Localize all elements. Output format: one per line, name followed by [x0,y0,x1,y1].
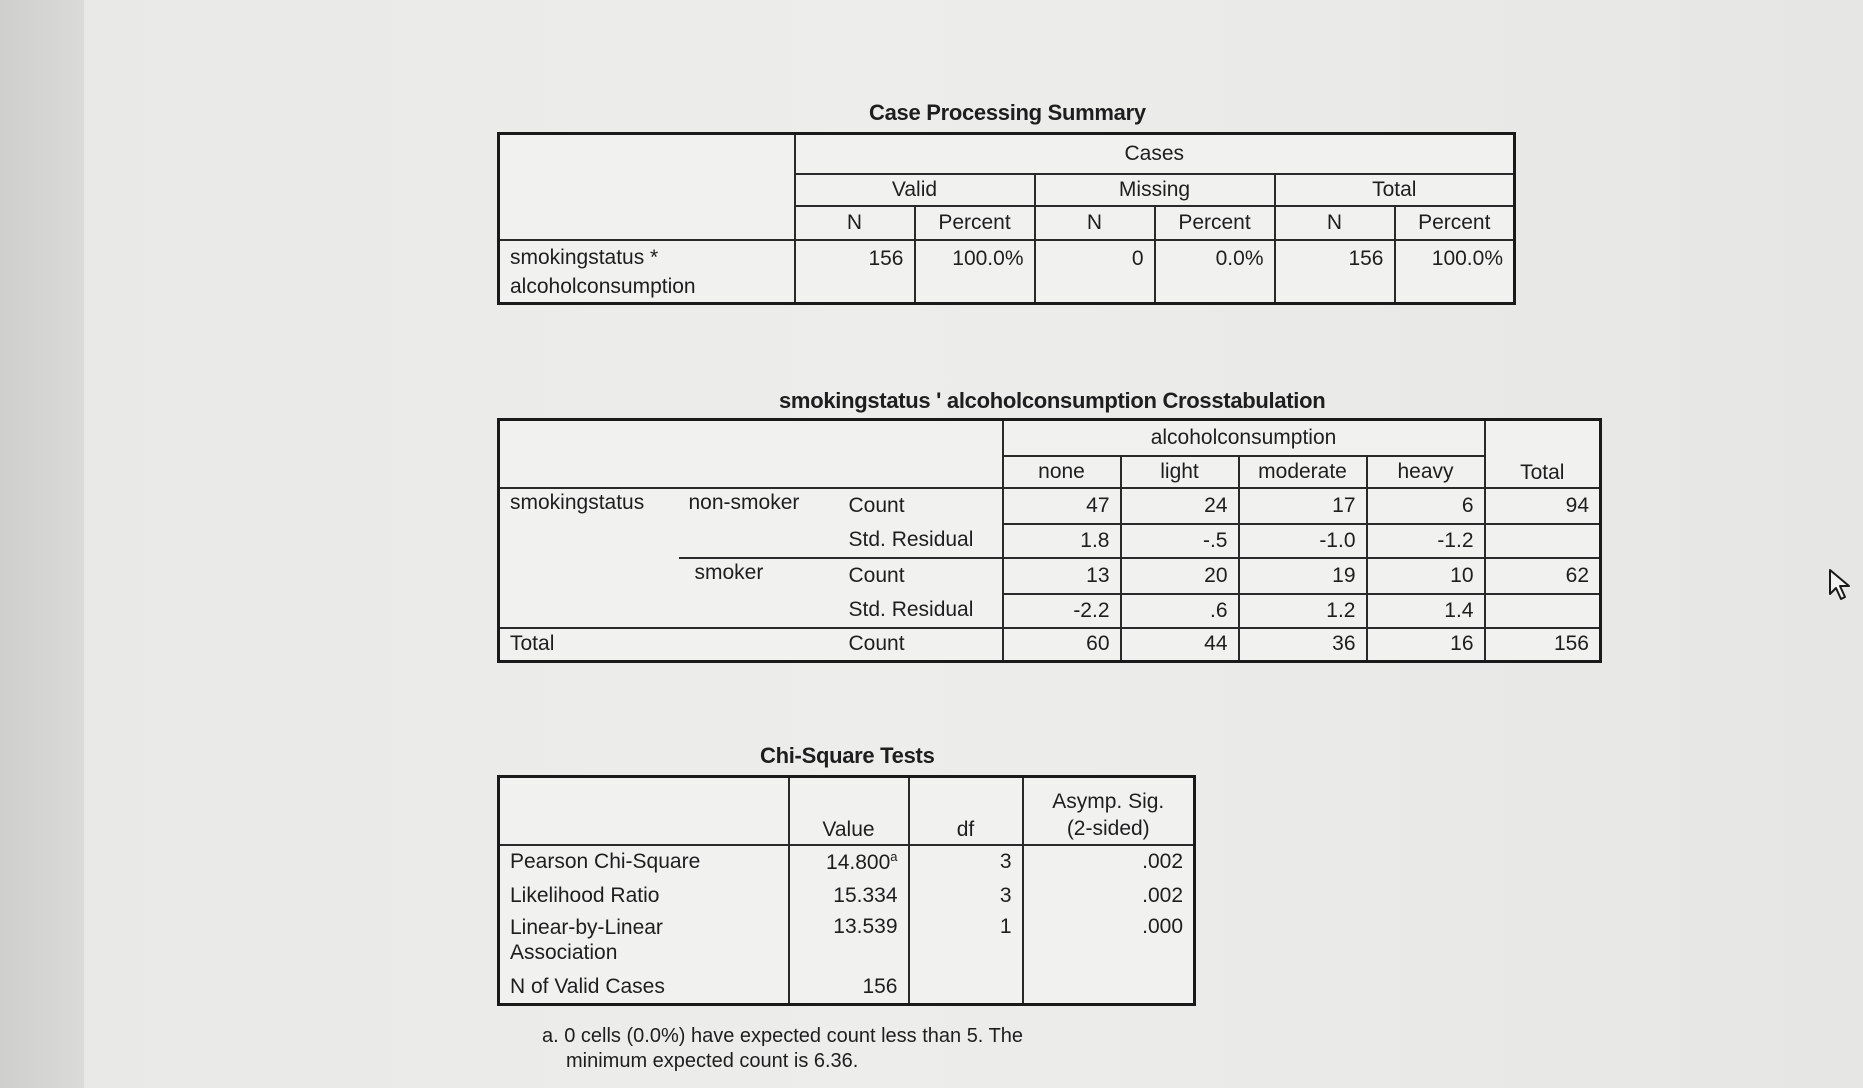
cases-header: Cases [795,134,1515,174]
nonsmoker-resid-total [1485,524,1601,558]
smoker-resid-total [1485,594,1601,628]
missing-percent-value: 0.0% [1155,240,1275,304]
total-n-value: 156 [1275,240,1395,304]
nonsmoker-count-none: 47 [1003,488,1121,524]
n-valid-label: N of Valid Cases [499,971,789,1005]
linear-label-line-1: Linear-by-Linear [510,915,663,939]
nonsmoker-count-heavy: 6 [1367,488,1485,524]
mouse-pointer-icon [1828,568,1854,602]
sig-header [1023,777,1195,845]
total-count-none: 60 [1003,628,1121,662]
pearson-sig: .002 [1023,845,1195,879]
sub-valid-percent: Percent [915,206,1035,240]
sig-header-line-2: (2-sided) [1066,816,1150,840]
total-count-label: Count [839,628,1003,662]
nonsmoker-resid-light: -.5 [1121,524,1239,558]
linear-label-line-2: Association [510,940,618,964]
smoker-resid-heavy: 1.4 [1367,594,1485,628]
pearson-df: 3 [909,845,1023,879]
crosstab-title: smokingstatus ' alcoholconsumption Crosstabulation [779,388,1326,413]
case-row-label [499,240,795,304]
smoker-count-total: 62 [1485,558,1601,594]
chisq-corner [499,777,789,845]
row-label-line-1: smokingstatus * [510,245,659,269]
total-row-label: Total [499,628,839,662]
sub-total-percent: Percent [1395,206,1515,240]
smoker-resid-none: -2.2 [1003,594,1121,628]
nonsmoker-resid-none: 1.8 [1003,524,1121,558]
smoker-count-light: 20 [1121,558,1239,594]
sub-missing-percent: Percent [1155,206,1275,240]
group-smoker: smoker [679,558,839,628]
group-nonsmoker: non-smoker [679,488,839,558]
case-summary-title: Case Processing Summary [869,100,1146,125]
linear-sig: .000 [1023,913,1195,971]
total-count-light: 44 [1121,628,1239,662]
nonsmoker-resid-label: Std. Residual [839,524,1003,558]
pearson-value [789,845,909,879]
value-header: Value [789,777,909,845]
case-summary-corner [499,134,795,240]
total-count-moderate: 36 [1239,628,1367,662]
smoker-count-label: Count [839,558,1003,594]
page-left-shadow [0,0,84,1088]
total-count-total: 156 [1485,628,1601,662]
valid-n-value: 156 [795,240,915,304]
likelihood-label: Likelihood Ratio [499,879,789,913]
n-valid-df [909,971,1023,1005]
smoker-resid-light: .6 [1121,594,1239,628]
linear-label [499,913,789,971]
cat-light: light [1121,456,1239,488]
cat-none: none [1003,456,1121,488]
chisq-footnote [542,1024,1023,1074]
sig-header-line-1: Asymp. Sig. [1052,789,1165,813]
crosstab-table [497,418,1602,663]
footnote-line-1: a. 0 cells (0.0%) have expected count less than 5. The [542,1025,1024,1047]
df-header: df [909,777,1023,845]
linear-value: 13.539 [789,913,909,971]
pearson-footnote-marker: a [890,849,898,864]
row-label-line-2: alcoholconsumption [510,274,696,298]
group-valid: Valid [795,174,1035,206]
nonsmoker-resid-moderate: -1.0 [1239,524,1367,558]
likelihood-sig: .002 [1023,879,1195,913]
likelihood-df: 3 [909,879,1023,913]
smoker-count-heavy: 10 [1367,558,1485,594]
nonsmoker-count-total: 94 [1485,488,1601,524]
smoker-resid-label: Std. Residual [839,594,1003,628]
chisq-title: Chi-Square Tests [760,743,935,768]
nonsmoker-resid-heavy: -1.2 [1367,524,1485,558]
total-count-heavy: 16 [1367,628,1485,662]
case-summary-table [497,132,1516,305]
nonsmoker-count-moderate: 17 [1239,488,1367,524]
chisq-table [497,775,1196,1006]
likelihood-value: 15.334 [789,879,909,913]
nonsmoker-count-label: Count [839,488,1003,524]
cat-heavy: heavy [1367,456,1485,488]
n-valid-sig [1023,971,1195,1005]
col-var-header: alcoholconsumption [1003,420,1485,456]
cat-moderate: moderate [1239,456,1367,488]
footnote-line-2: minimum expected count is 6.36. [566,1050,859,1072]
pearson-label: Pearson Chi-Square [499,845,789,879]
smoker-count-moderate: 19 [1239,558,1367,594]
group-total: Total [1275,174,1515,206]
total-percent-value: 100.0% [1395,240,1515,304]
missing-n-value: 0 [1035,240,1155,304]
sub-valid-n: N [795,206,915,240]
nonsmoker-count-light: 24 [1121,488,1239,524]
n-valid-value: 156 [789,971,909,1005]
row-var-label: smokingstatus [499,488,679,628]
smoker-count-none: 13 [1003,558,1121,594]
smoker-resid-moderate: 1.2 [1239,594,1367,628]
total-col-header: Total [1485,420,1601,488]
sub-missing-n: N [1035,206,1155,240]
valid-percent-value: 100.0% [915,240,1035,304]
group-missing: Missing [1035,174,1275,206]
pearson-value-number: 14.800 [826,851,891,874]
sub-total-n: N [1275,206,1395,240]
crosstab-corner [499,420,1003,488]
linear-df: 1 [909,913,1023,971]
